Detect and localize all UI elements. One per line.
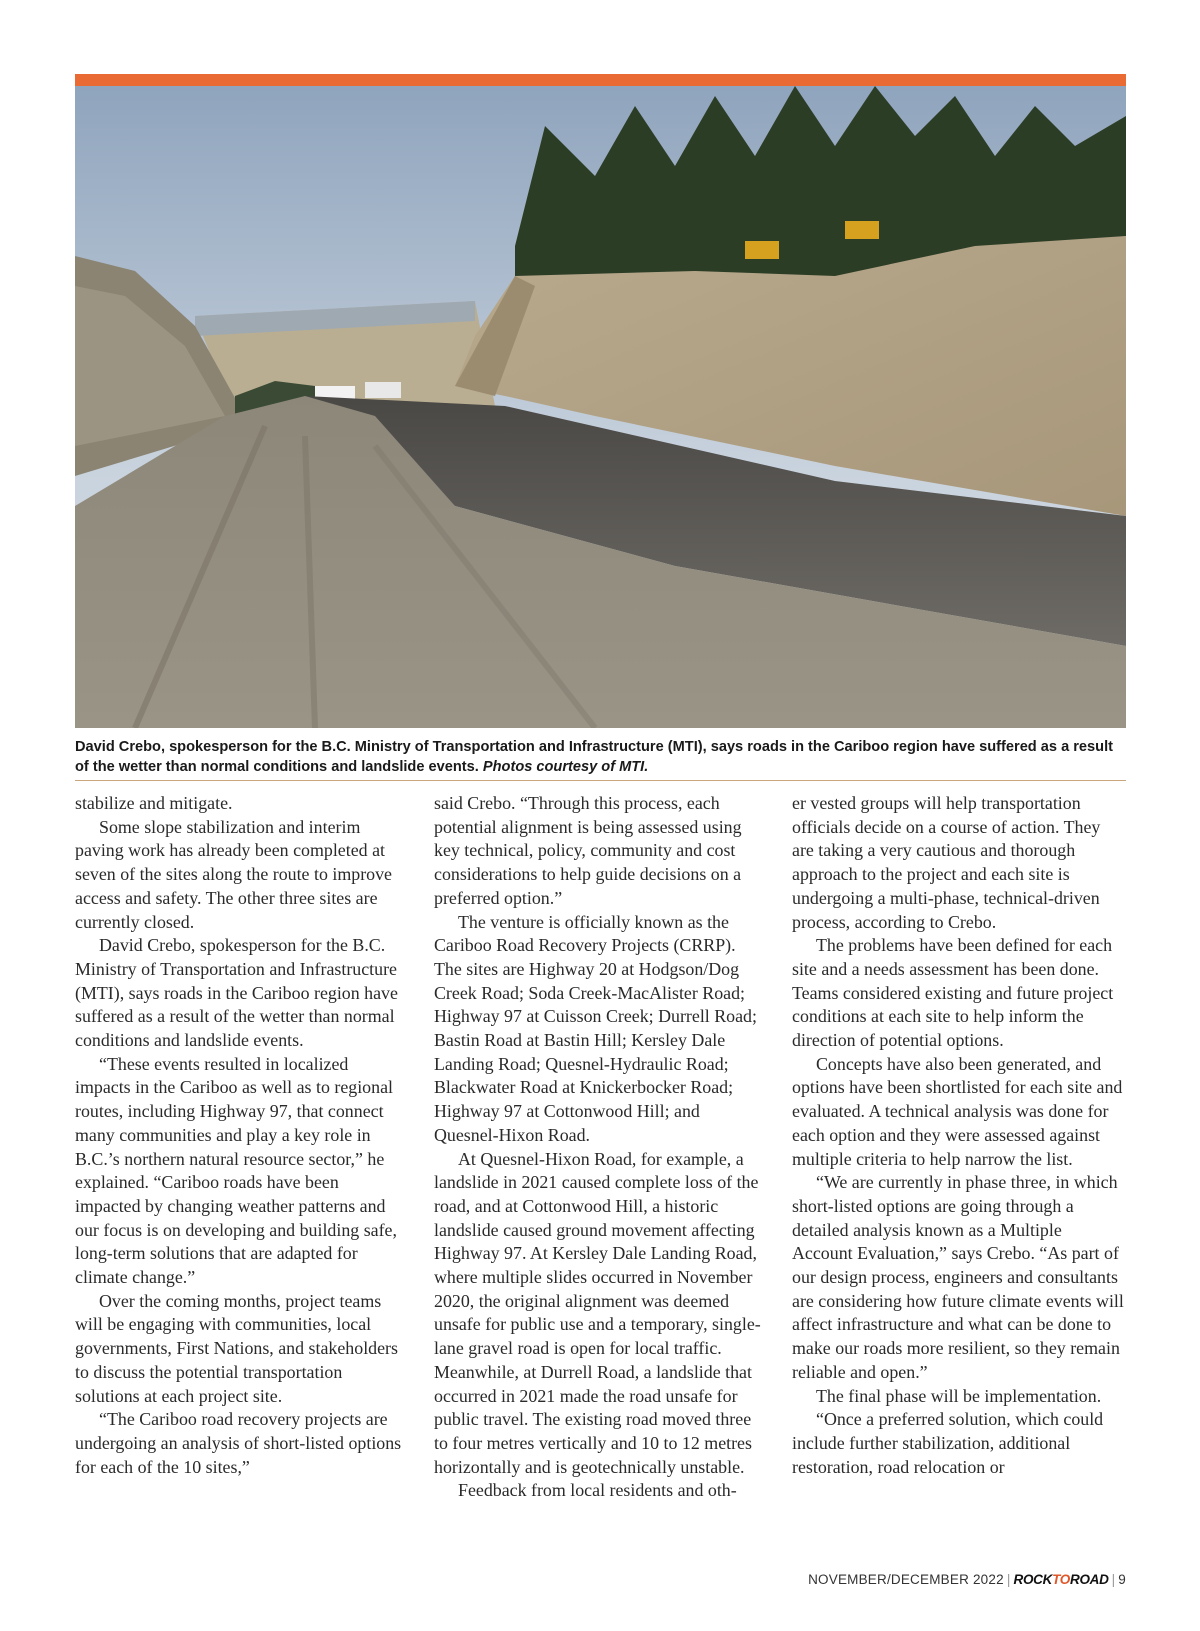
paragraph: Feedback from local residents and oth- bbox=[458, 1480, 737, 1501]
logo-to: TO bbox=[1052, 1572, 1070, 1587]
issue-date: NOVEMBER/DECEMBER 2022 bbox=[808, 1572, 1004, 1587]
paragraph: “Once a preferred solution, which could include further stabilization, additional restoration, road relocation or bbox=[792, 1409, 1104, 1477]
magazine-logo bbox=[1014, 1572, 1109, 1587]
paragraph: said Crebo. “Through this process, each potential alignment is being assessed using key technical, policy, community and cost considerations to help guide decisions on a preferred option.” bbox=[434, 793, 742, 908]
text-column-2 bbox=[434, 792, 767, 1503]
accent-bar bbox=[75, 74, 1126, 86]
footer-separator: | bbox=[1006, 1572, 1011, 1587]
page-number: 9 bbox=[1118, 1572, 1126, 1587]
paragraph: Concepts have also been generated, and options have been shortlisted for each site and evaluated. A technical analysis was done for each option and they were assessed against multiple criteria to help narrow the list. bbox=[792, 1053, 1123, 1169]
logo-road: ROAD bbox=[1070, 1572, 1109, 1587]
page-footer bbox=[808, 1572, 1126, 1587]
paragraph: David Crebo, spokesperson for the B.C. Ministry of Transportation and Infrastructure (MTI), says roads in the Cariboo region have suffered as a result of the wetter than normal conditions and landslide events. bbox=[75, 935, 398, 1051]
paragraph: “These events resulted in localized impacts in the Cariboo as well as to regional routes, including Highway 97, that connect many communities and play a key role in B.C.’s northern natural resource sector,” he explained. “Cariboo roads have been impacted by changing weather patterns and our focus is on developing and building safe, long-term solutions that are adapted for climate change.” bbox=[75, 1053, 397, 1288]
paragraph: Some slope stabilization and interim paving work has already been completed at seven of the sites along the route to improve access and safety. The other three sites are currently closed. bbox=[75, 816, 392, 932]
paragraph: The final phase will be implementation. bbox=[816, 1385, 1102, 1406]
text-column-1 bbox=[75, 792, 408, 1479]
paragraph: The problems have been defined for each site and a needs assessment has been done. Teams considered existing and future project conditions at each site to help inform the direction of potential options. bbox=[792, 935, 1114, 1051]
caption-divider bbox=[75, 780, 1126, 781]
photo-caption bbox=[75, 737, 1126, 777]
photo-credit: Photos courtesy of MTI. bbox=[482, 759, 649, 775]
paragraph: At Quesnel-Hixon Road, for example, a landslide in 2021 caused complete loss of the road, and at Cottonwood Hill, a historic landslide caused ground movement affecting Highway 97. At Kersley Dale Landing Road, where multiple slides occurred in November 2020, the original alignment was deemed unsafe for public use and a temporary, single-lane gravel road is open for local traffic. Meanwhile, at Durrell Road, a landslide that occurred in 2021 made the road unsafe for public travel. The existing road moved three to four metres vertically and 10 to 12 metres horizontally and is geotechnically unstable. bbox=[434, 1148, 761, 1477]
caption-text: David Crebo, spokesperson for the B.C. Ministry of Transportation and Infrastructure (MTI), says roads in the Cariboo region have suffered as a result of the wetter than normal conditions and landslide events. bbox=[75, 739, 1113, 775]
paragraph: The venture is officially known as the Cariboo Road Recovery Projects (CRRP). The sites are Highway 20 at Hodgson/Dog Creek Road; Soda Creek-MacAlister Road; Highway 97 at Cuisson Creek; Durrell Road; Bastin Road at Bastin Hill; Kersley Dale Landing Road; Quesnel-Hydraulic Road; Blackwater Road at Knickerbocker Road; Highway 97 at Cottonwood Hill; and Quesnel-Hixon Road. bbox=[434, 911, 757, 1145]
photo-illustration bbox=[75, 86, 1126, 728]
paragraph: “The Cariboo road recovery projects are undergoing an analysis of short-listed options for each of the 10 sites,” bbox=[75, 1409, 402, 1477]
paragraph: “We are currently in phase three, in which short-listed options are going through a detailed analysis known as a Multiple Account Evaluation,” says Crebo. “As part of our design process, engineers and consultants are considering how future climate events will affect infrastructure and what can be done to make our roads more resilient, so they remain reliable and open.” bbox=[792, 1172, 1124, 1382]
highway-construction-photo bbox=[75, 86, 1126, 728]
paragraph: stabilize and mitigate. bbox=[75, 793, 233, 813]
logo-rock: ROCK bbox=[1013, 1572, 1053, 1587]
text-column-3 bbox=[792, 792, 1125, 1479]
paragraph: er vested groups will help transportation officials decide on a course of action. They are taking a very cautious and thorough approach to the project and each site is undergoing a multi-phase, technical-driven process, according to Crebo. bbox=[792, 793, 1101, 932]
paragraph: Over the coming months, project teams will be engaging with communities, local governments, First Nations, and stakeholders to discuss the potential transportation solutions at each project site. bbox=[75, 1290, 398, 1406]
footer-separator-2: | bbox=[1111, 1572, 1116, 1587]
